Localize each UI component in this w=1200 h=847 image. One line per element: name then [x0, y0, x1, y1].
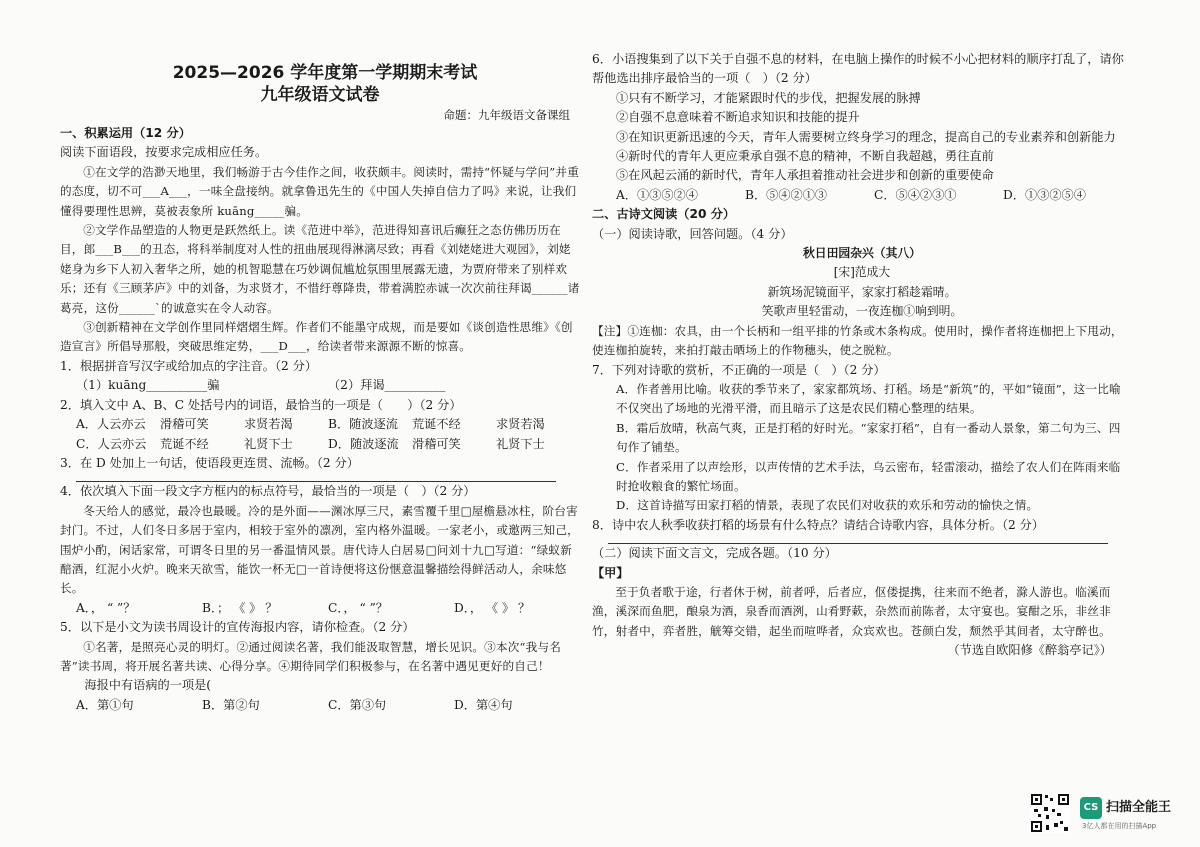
question-4: 4．依次填入下面一段文字方框内的标点符号，最恰当的一项是（ ）（2 分） [60, 484, 476, 499]
option-b[interactable]: B．； 《 》 ？ [202, 600, 278, 615]
option-text: 求贤若渴 [496, 417, 545, 432]
answer-line[interactable] [608, 535, 1108, 544]
q7-option-b[interactable]: B．霜后放晴，秋高气爽，正是打稻的好时光。“家家打稻”，自有一番动人景象，第二句为三、四句作了铺垫。 [616, 420, 1121, 455]
question-6: 6．小语搜集到了以下关于自强不息的材料，在电脑上操作的时候不小心把材料的顺序打乱了，请你帮他选出排序最恰当的一项（ ）（2 分） [592, 52, 1124, 86]
subsection-1: （一）阅读诗歌，回答问题。（4 分） [592, 226, 793, 241]
question-5-poster-text: ①名著，是照亮心灵的明灯。②通过阅读名著，我们能汲取智慧，增长见识。③本次“我与名著”读书周，将开展名著共读、心得分享。④期待同学们积极参与，在名著中遇见更好的自己！ [60, 639, 562, 673]
option-a[interactable]: A．， “ ”？ [76, 600, 136, 615]
poem-author: [宋]范成大 [833, 265, 891, 280]
classical-passage: 至于负者歌于途，行者休于树，前者呼，后者应，伛偻提携，往来而不绝者，滁人游也。临溪而渔，溪深而鱼肥，酿泉为酒，泉香而酒洌，山肴野蔌，杂然而前陈者，太守宴也。宴酣之乐，非丝非竹，射者中，弈者胜，觥筹交错，起坐而喧哗者，众宾欢也。苍颜白发，颓然乎其间者，太守醉也。 [592, 584, 1111, 638]
right-column [592, 50, 1132, 661]
option-b[interactable]: B．⑤④②①③ [745, 187, 828, 202]
answer-line[interactable] [76, 473, 556, 482]
q2-options-row-2 [60, 435, 580, 454]
option-b[interactable]: B．第②句 [202, 697, 260, 712]
option-a[interactable]: A．第①句 [76, 697, 134, 712]
passage-paragraph-3: ③创新精神在文学创作里同样熠熠生辉。作者们不能墨守成规，而是要如《谈创造性思维》《创造宣言》所倡导那般，突破思维定势，___D___，给读者带来源源不断的惊喜。 [60, 320, 573, 354]
passage-paragraph-1: ①在文学的浩渺天地里，我们畅游于古今佳作之间，收获颇丰。阅读时，需持“怀疑与学问”并重的态度，切不可___A___，一味全盘接纳。就拿鲁迅先生的《中国人失掉自信力了吗》来说，让我们懂得要理性思辨，莫被表象所 kuāng_____骗。 [60, 164, 579, 218]
qr-code-icon [1030, 793, 1070, 833]
option-text: 求贤若渴 [244, 417, 293, 432]
option-text: 荒诞不经 [160, 436, 209, 451]
question-5: 5．以下是小文为读书周设计的宣传海报内容，请你检查。（2 分） [60, 620, 415, 635]
option-text: 礼贤下士 [244, 436, 293, 451]
option-c[interactable]: C．⑤④②③① [874, 187, 957, 202]
q7-option-c[interactable]: C．作者采用了以声绘形，以声传情的艺术手法，乌云密布，轻雷滚动，描绘了农人们在阵雨来临时抢收粮食的繁忙场面。 [616, 459, 1121, 493]
brand-tagline: 3亿人都在用的扫描App [1082, 822, 1157, 830]
section-1-intro: 阅读下面语段，按要求完成相应任务。 [60, 145, 268, 160]
exam-subtitle: 九年级语文试卷 [260, 85, 380, 105]
question-4-passage: 冬天给人的感觉，最冷也最暖。冷的是外面——渊冰厚三尺，素雪覆千里□屋檐悬冰柱，阶台害封门。不过，人们冬日多居于室内，相较于室外的凛冽，室内格外温暖。一家老小，或邀两三知己，围炉小酌，闲话家常，可谓冬日里的另一番温情风景。唐代诗人白居易□问刘十九□写道：“绿蚁新醅酒，红泥小火炉。晚来天欲雪，能饮一杯无□一首诗便将这份惬意温馨描绘得鲜活动人，余味悠长。 [60, 503, 579, 596]
question-2: 2．填入文中 A、B、C 处括号内的词语，最恰当的一项是（ ）（2 分） [60, 397, 462, 412]
poem-line: 笑歌声里轻雷动，一夜连枷①响到明。 [761, 304, 963, 319]
option-text: 滑稽可笑 [160, 417, 209, 432]
question-1: 1．根据拼音写汉字或给加点的字注音。（2 分） [60, 358, 318, 373]
q6-item-5: ⑤在风起云涌的新时代，青年人承担着推动社会进步和创新的重要使命 [616, 168, 994, 183]
q6-item-2: ②自强不息意味着不断追求知识和技能的提升 [616, 110, 860, 125]
subsection-2: （二）阅读下面文言文，完成各题。（10 分） [592, 546, 837, 561]
author-line: 命题：九年级语文备课组 [443, 108, 570, 122]
option-text: A．人云亦云 [76, 417, 146, 432]
question-7: 7．下列对诗歌的赏析，不正确的一项是（ ）（2 分） [592, 362, 886, 377]
poem-title: 秋日田园杂兴（其八） [803, 246, 921, 261]
option-d[interactable]: D．， 《 》 ？ [454, 600, 531, 615]
option-text: D．随波逐流 [328, 436, 399, 451]
left-column [60, 62, 580, 715]
passage-jia-label: 【甲】 [592, 565, 629, 580]
q4-options [60, 599, 580, 618]
camscanner-logo-icon: CS [1080, 797, 1102, 819]
q1-blank-2[interactable]: （2）拜谒__________ [328, 378, 446, 393]
q1-blank-1[interactable]: （1）kuāng__________骗 [76, 378, 220, 393]
exam-title: 2025—2026 学年度第一学期期末考试 [172, 63, 478, 83]
scanner-watermark [1030, 793, 1190, 833]
poem-line: 新筑场泥镜面平，家家打稻趁霜晴。 [767, 284, 957, 299]
section-1-heading: 一、积累运用（12 分） [60, 126, 191, 140]
q6-item-3: ③在知识更新迅速的今天，青年人需要树立终身学习的理念，提高自己的专业素养和创新能力 [616, 129, 1116, 144]
q6-options [592, 186, 1132, 205]
option-text: B．随波逐流 [328, 417, 398, 432]
section-2-heading: 二、古诗文阅读（20 分） [592, 207, 736, 222]
option-c[interactable]: C．， “ ”？ [328, 600, 388, 615]
option-text: 礼贤下士 [496, 436, 545, 451]
option-c[interactable]: C．第③句 [328, 697, 387, 712]
passage-paragraph-2: ②文学作品塑造的人物更是跃然纸上。读《范进中举》，范进得知喜讯后癫狂之态仿佛历历在目，郎___B___的丑态，将科举制度对人性的扭曲展现得淋漓尽致；再看《刘姥姥进大观园》，刘姥姥身为乡下人初入奢华之所，她的机智聪慧在巧妙调侃尴尬氛围里展露无遗，为贾府带来了别样欢乐；还有《三顾茅庐》中的刘备，为求贤才，不惜纡尊降贵，带着满腔赤诚一次次前往拜谒______诸葛亮，这份______`的诚意实在令人动容。 [60, 223, 580, 315]
question-5-ask: 海报中有语病的一项是( [84, 678, 212, 693]
option-text: 滑稽可笑 [412, 436, 461, 451]
q6-item-4: ④新时代的青年人更应秉承自强不息的精神，不断自我超越，勇往直前 [616, 149, 994, 164]
q5-options [60, 696, 580, 715]
question-3: 3．在 D 处加上一句话，使语段更连贯、流畅。（2 分） [60, 455, 359, 470]
q7-option-d[interactable]: D．这首诗描写田家打稻的情景，表现了农民们对收获的欢乐和劳动的愉快之情。 [616, 498, 1039, 513]
q6-item-1: ①只有不断学习，才能紧跟时代的步伐，把握发展的脉搏 [616, 90, 921, 105]
question-1-blanks [60, 376, 580, 395]
question-8: 8．诗中农人秋季收获打稻的场景有什么特点？请结合诗歌内容，具体分析。（2 分） [592, 517, 1045, 532]
q2-options-row-1 [60, 415, 580, 434]
q7-option-a[interactable]: A．作者善用比喻。收获的季节来了，家家都筑场、打稻。场是“新筑”的，平如“镜面”，这一比喻不仅突出了场地的光滑平滑，而且暗示了这是农民们精心整理的结果。 [616, 381, 1121, 416]
poem-note: 【注】①连枷：农具，由一个长柄和一组平排的竹条或木条构成。使用时，操作者将连枷把上下甩动，使连枷拍旋转，来拍打敲击晒场上的作物穗头，使之脱粒。 [592, 323, 1123, 358]
passage-source: （节选自欧阳修《醉翁亭记》） [947, 643, 1112, 658]
option-a[interactable]: A．①③⑤②④ [616, 187, 698, 202]
option-d[interactable]: D．第④句 [454, 697, 513, 712]
option-text: 荒诞不经 [412, 417, 461, 432]
brand-name: 扫描全能王 [1106, 800, 1172, 815]
option-d[interactable]: D．①③②⑤④ [1003, 187, 1086, 202]
option-text: C．人云亦云 [76, 436, 147, 451]
